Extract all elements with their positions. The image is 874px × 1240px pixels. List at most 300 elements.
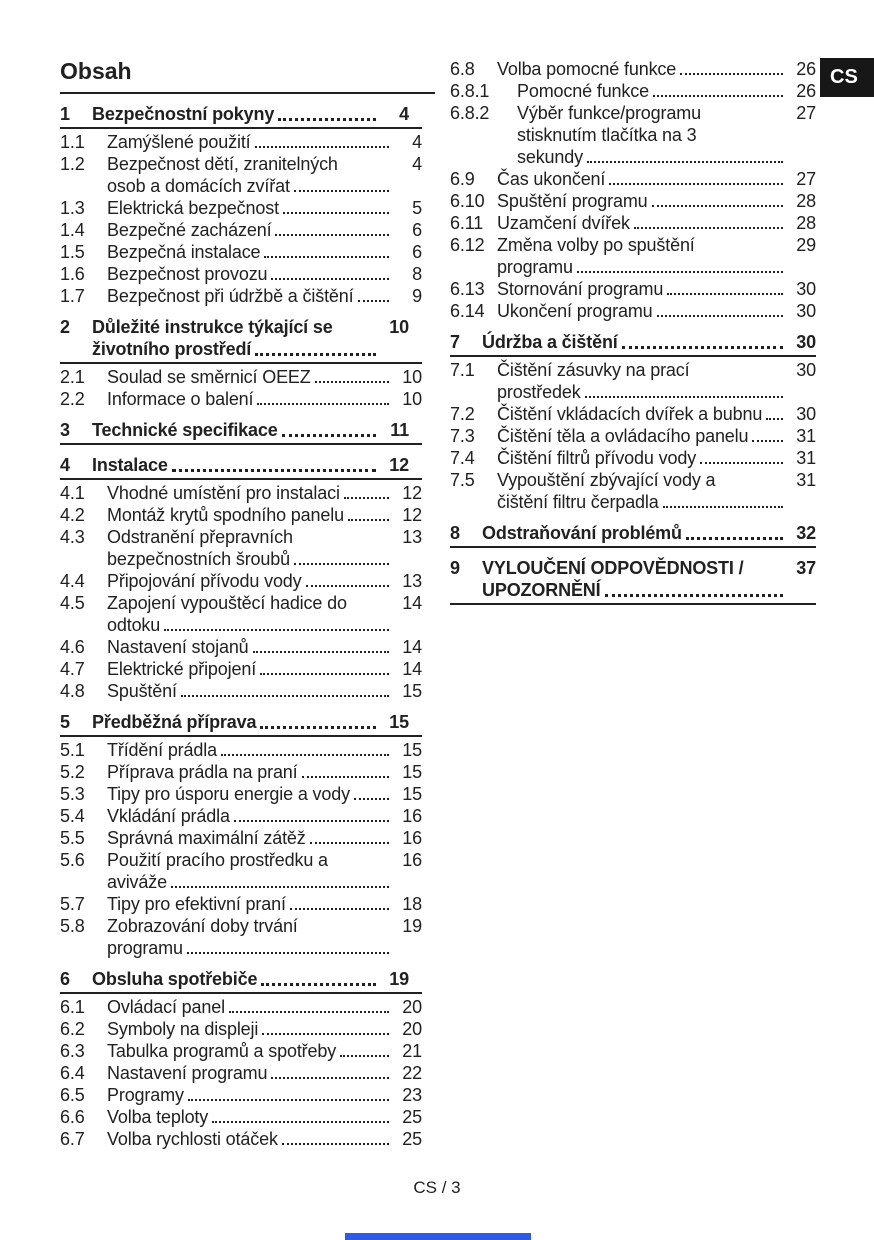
toc-entry-line: [60, 175, 422, 197]
toc-entry-line: [60, 783, 422, 805]
toc-entry-title: Ukončení programu: [497, 301, 653, 321]
toc-entry-line: [60, 968, 409, 990]
toc-entry-number: 4.3: [60, 527, 85, 547]
toc-entry-line: [60, 338, 409, 360]
toc-entry-line: [60, 388, 422, 410]
toc-entry: [60, 915, 422, 959]
toc-entry: [450, 168, 816, 190]
toc-entry-line: [60, 153, 422, 175]
spacer: [298, 915, 392, 937]
page-number-spacer: [392, 548, 422, 570]
toc-section-header: [450, 331, 816, 357]
toc-entry-line: [450, 425, 816, 447]
toc-entry-number: 4.1: [60, 483, 85, 503]
toc-entry-indent: [450, 256, 497, 278]
dot-leader: [354, 798, 389, 800]
toc-entry-number: 6.8.1: [450, 81, 490, 101]
toc-entry: [60, 482, 422, 504]
dot-leader: [282, 1143, 389, 1145]
toc-entry: [450, 469, 816, 513]
toc-page-number: 4: [412, 154, 422, 174]
toc-entry-line: [60, 893, 422, 915]
dot-leader: [187, 952, 389, 954]
toc-entry-number: 1.5: [60, 242, 85, 262]
dot-leader: [605, 594, 783, 597]
toc-page-number: 18: [402, 894, 422, 914]
dot-leader: [271, 278, 389, 280]
toc-entry-number: 1.3: [60, 198, 85, 218]
toc-entry: [450, 278, 816, 300]
toc-entry-line: [60, 482, 422, 504]
dot-leader: [302, 776, 389, 778]
toc-entry-line: [450, 146, 816, 168]
toc-entry: [450, 58, 816, 80]
toc-page-number: 30: [796, 279, 816, 299]
toc-entry-title: programu: [497, 257, 573, 277]
toc-entry-line: [450, 190, 816, 212]
toc-entry-number: 6.14: [450, 301, 485, 321]
dot-leader: [585, 396, 783, 398]
toc-entry-number: 4.2: [60, 505, 85, 525]
toc-entry-title: osob a domácích zvířat: [107, 176, 290, 196]
toc-entry-number: 6.12: [450, 235, 485, 255]
language-badge: CS: [820, 58, 874, 97]
toc-entry-number: 8: [450, 523, 460, 543]
toc-section-header: [60, 968, 422, 994]
toc-entry-title: Elektrické připojení: [107, 659, 257, 679]
toc-entry: [60, 131, 422, 153]
toc-page-number: 15: [402, 681, 422, 701]
toc-entry-title: Příprava prádla na praní: [107, 762, 298, 782]
dot-leader: [283, 212, 389, 214]
toc-entry-number: 7.3: [450, 426, 475, 446]
toc-entry: [60, 388, 422, 410]
toc-entry-indent: [450, 491, 497, 513]
toc-entry-number: 5: [60, 712, 70, 732]
page-number-spacer: [786, 579, 816, 601]
dot-leader: [181, 695, 389, 697]
dot-leader: [275, 234, 389, 236]
toc-entry: [60, 1106, 422, 1128]
toc-entry-title: Ovládací panel: [107, 997, 225, 1017]
toc-entry-title: Bezpečnost provozu: [107, 264, 268, 284]
toc-entry-line: [60, 711, 409, 733]
spacer: [695, 234, 786, 256]
toc-entry: [60, 658, 422, 680]
toc-page-number: 10: [389, 317, 409, 337]
toc-page-number: 31: [796, 448, 816, 468]
toc-entry-line: [450, 331, 816, 353]
toc-page-number: 12: [389, 455, 409, 475]
toc-entry-number: 1.7: [60, 286, 85, 306]
dot-leader: [577, 271, 783, 273]
toc-entry-title: Tabulka programů a spotřeby: [107, 1041, 337, 1061]
dot-leader: [255, 146, 389, 148]
toc-entry-number: 6.2: [60, 1019, 85, 1039]
dot-leader: [310, 842, 389, 844]
toc-entries-left: [60, 103, 422, 1150]
toc-entry-title: Stornování programu: [497, 279, 664, 299]
dot-leader: [634, 227, 783, 229]
toc-entry-title: Elektrická bezpečnost: [107, 198, 279, 218]
toc-page-number: 31: [796, 426, 816, 446]
toc-entry: [60, 570, 422, 592]
toc-entry-number: 6.13: [450, 279, 485, 299]
toc-entry-number: 7.5: [450, 470, 475, 490]
dot-leader: [290, 908, 389, 910]
toc-page-number: 31: [796, 470, 816, 490]
toc-page-number: 19: [402, 916, 422, 936]
toc-page-number: 13: [402, 571, 422, 591]
toc-entry-title: Spuštění: [107, 681, 177, 701]
dot-leader: [294, 190, 389, 192]
dot-leader: [653, 95, 783, 97]
toc-entry-line: [60, 739, 422, 761]
dot-leader: [253, 651, 389, 653]
toc-entry-number: 2.2: [60, 389, 85, 409]
toc-page-number: 15: [402, 784, 422, 804]
toc-section-header: [60, 711, 422, 737]
toc-page-number: 6: [412, 242, 422, 262]
dot-leader: [260, 726, 376, 729]
toc-entry-line: [450, 124, 816, 146]
toc-entry: [60, 241, 422, 263]
toc-entry: [60, 849, 422, 893]
toc-page-number: 29: [796, 235, 816, 255]
toc-entry-number: 7.1: [450, 360, 475, 380]
toc-entry-number: 7.4: [450, 448, 475, 468]
toc-entry-title: bezpečnostních šroubů: [107, 549, 290, 569]
toc-entry-line: [60, 592, 422, 614]
toc-entry-title: Odstraňování problémů: [482, 523, 682, 543]
toc-entry-number: 9: [450, 558, 460, 578]
toc-entry-title: Změna volby po spuštění: [497, 235, 695, 255]
toc-entry-line: [60, 1040, 422, 1062]
dot-leader: [340, 1055, 389, 1057]
toc-entry-title: Informace o balení: [107, 389, 254, 409]
toc-entry-title: Tipy pro efektivní praní: [107, 894, 286, 914]
toc-entry-title: aviváže: [107, 872, 167, 892]
toc-entry-line: [60, 197, 422, 219]
toc-entry-line: [60, 454, 409, 476]
toc-entry-number: 5.8: [60, 916, 85, 936]
toc-page-number: 4: [399, 104, 409, 124]
toc-entry-title: Tipy pro úsporu energie a vody: [107, 784, 350, 804]
toc-entry-line: [450, 491, 816, 513]
toc-entry: [450, 300, 816, 322]
toc-page-number: 21: [402, 1041, 422, 1061]
toc-entry-title: Výběr funkce/programu: [517, 103, 701, 123]
toc-entry-number: 6.5: [60, 1085, 85, 1105]
bottom-accent-bar: [345, 1233, 531, 1240]
dot-leader: [229, 1011, 389, 1013]
toc-entry: [60, 153, 422, 197]
toc-entry: [60, 263, 422, 285]
toc-page-number: 16: [402, 806, 422, 826]
dot-leader: [622, 346, 783, 349]
toc-page-number: 30: [796, 332, 816, 352]
toc-page-number: 26: [796, 81, 816, 101]
toc-page-number: 14: [402, 637, 422, 657]
toc-entry-line: [60, 1084, 422, 1106]
toc-entry-line: [450, 234, 816, 256]
toc-entry-line: [450, 278, 816, 300]
toc-entry-line: [60, 131, 422, 153]
toc-entry-number: 5.4: [60, 806, 85, 826]
toc-page-number: 30: [796, 360, 816, 380]
toc-entry-line: [450, 447, 816, 469]
toc-entry-title: Volba teploty: [107, 1107, 209, 1127]
dot-leader: [348, 519, 389, 521]
toc-entry-line: [60, 285, 422, 307]
dot-leader: [315, 381, 389, 383]
toc-page-number: 12: [402, 505, 422, 525]
toc-entry-line: [450, 359, 816, 381]
toc-page-number: 12: [402, 483, 422, 503]
spacer: [347, 592, 392, 614]
toc-entry-indent: [450, 146, 517, 168]
toc-entry-title: Zamýšlené použití: [107, 132, 251, 152]
spacer: [338, 153, 392, 175]
toc-page-number: 10: [402, 367, 422, 387]
toc-page-number: 23: [402, 1085, 422, 1105]
toc-entry-title: Nastavení programu: [107, 1063, 268, 1083]
toc-page-number: 5: [412, 198, 422, 218]
spacer: [689, 359, 786, 381]
page-number-spacer: [379, 338, 409, 360]
toc-entry-line: [60, 805, 422, 827]
toc-entry-number: 6.3: [60, 1041, 85, 1061]
toc-entry-line: [450, 58, 816, 80]
toc-entry: [450, 359, 816, 403]
toc-entry-line: [60, 915, 422, 937]
toc-entry-number: 1.6: [60, 264, 85, 284]
dot-leader: [752, 440, 783, 442]
toc-entry-line: [450, 579, 816, 601]
toc-page-number: 9: [412, 286, 422, 306]
toc-entry-indent: [450, 381, 497, 403]
toc-entry: [450, 212, 816, 234]
toc-entry-line: [60, 219, 422, 241]
toc-entry: [60, 526, 422, 570]
toc-entry: [60, 1128, 422, 1150]
toc-page-number: 15: [402, 762, 422, 782]
toc-page-number: 25: [402, 1107, 422, 1127]
toc-entry-line: [60, 1106, 422, 1128]
page-number-spacer: [392, 614, 422, 636]
toc-section-header: [60, 419, 422, 445]
toc-entry-number: 6.11: [450, 213, 484, 233]
toc-entry-line: [60, 849, 422, 871]
toc-entry: [60, 805, 422, 827]
toc-entry: [60, 680, 422, 702]
toc-page-number: 20: [402, 1019, 422, 1039]
page-title: Obsah: [60, 58, 435, 94]
toc-entry-title: Soulad se směrnicí OEEZ: [107, 367, 311, 387]
dot-leader: [271, 1077, 389, 1079]
toc-entry-number: 6.10: [450, 191, 485, 211]
toc-page-number: 4: [412, 132, 422, 152]
toc-entry-line: [450, 557, 816, 579]
toc-entry: [450, 403, 816, 425]
spacer: [293, 526, 392, 548]
toc-entry-title: Předběžná příprava: [92, 712, 257, 732]
toc-entry: [60, 1062, 422, 1084]
toc-entry-number: 5.2: [60, 762, 85, 782]
toc-entry-line: [450, 469, 816, 491]
toc-entry-title: životního prostředí: [92, 339, 252, 359]
toc-entry-title: Montáž krytů spodního panelu: [107, 505, 344, 525]
dot-leader: [264, 256, 389, 258]
toc-entry-title: Vkládání prádla: [107, 806, 230, 826]
toc-entries-right: [450, 58, 816, 605]
spacer: [743, 557, 786, 579]
toc-entry: [60, 504, 422, 526]
toc-entry-line: [60, 636, 422, 658]
toc-entry-line: [60, 827, 422, 849]
toc-entry-line: [60, 316, 409, 338]
toc-entry-line: [60, 614, 422, 636]
toc-entry-title: Odstranění přepravních: [107, 527, 293, 547]
toc-entry-number: 5.5: [60, 828, 85, 848]
toc-entry-number: 6.6: [60, 1107, 85, 1127]
toc-page-number: 14: [402, 593, 422, 613]
toc-entry-title: stisknutím tlačítka na 3: [517, 125, 697, 145]
toc-entry: [450, 234, 816, 278]
toc-entry-title: Bezpečnostní pokyny: [92, 104, 275, 124]
toc-entry-number: 4: [60, 455, 70, 475]
toc-column-left: [60, 58, 422, 1150]
toc-page-number: 14: [402, 659, 422, 679]
toc-entry-title: Technické specifikace: [92, 420, 278, 440]
toc-entry-title: Obsluha spotřebiče: [92, 969, 258, 989]
toc-entry-title: Vypouštění zbývající vody a: [497, 470, 716, 490]
toc-entry-title: Použití pracího prostředku a: [107, 850, 328, 870]
toc-entry: [60, 1084, 422, 1106]
toc-page-number: 16: [402, 850, 422, 870]
toc-entry-line: [450, 256, 816, 278]
spacer: [328, 849, 392, 871]
toc-entry-title: sekundy: [517, 147, 583, 167]
toc-entry-line: [60, 871, 422, 893]
toc-entry-indent: [60, 937, 107, 959]
toc-entry: [60, 893, 422, 915]
toc-entry-title: čištění filtru čerpadla: [497, 492, 659, 512]
dot-leader: [680, 73, 783, 75]
spacer: [701, 102, 786, 124]
toc-page-number: 26: [796, 59, 816, 79]
dot-leader: [234, 820, 389, 822]
toc-entry-line: [60, 504, 422, 526]
dot-leader: [172, 469, 376, 472]
toc-entry-line: [450, 381, 816, 403]
toc-page-number: 15: [389, 712, 409, 732]
toc-entry: [60, 285, 422, 307]
toc-entry-indent: [60, 614, 107, 636]
dot-leader: [171, 886, 389, 888]
spacer: [333, 316, 379, 338]
toc-entry: [60, 996, 422, 1018]
spacer: [696, 124, 786, 146]
toc-column-right: [450, 58, 816, 607]
toc-section-header: [60, 454, 422, 480]
toc-entry-number: 6: [60, 969, 70, 989]
dot-leader: [282, 434, 376, 437]
toc-entry-number: 4.4: [60, 571, 85, 591]
toc-entry-title: Volba pomocné funkce: [497, 59, 677, 79]
dot-leader: [686, 537, 783, 540]
page-number-spacer: [392, 937, 422, 959]
dot-leader: [262, 1033, 389, 1035]
toc-entry-title: Bezpečnost dětí, zranitelných: [107, 154, 338, 174]
toc-entry: [450, 425, 816, 447]
toc-entry-number: 1.4: [60, 220, 85, 240]
toc-entry-number: 6.7: [60, 1129, 85, 1149]
toc-entry-line: [60, 526, 422, 548]
toc-page-number: 20: [402, 997, 422, 1017]
toc-section-header: [60, 103, 422, 129]
toc-entry-title: Čištění filtrů přívodu vody: [497, 448, 697, 468]
toc-section-header: [60, 316, 422, 364]
toc-entry-number: 6.9: [450, 169, 475, 189]
toc-page-number: 28: [796, 191, 816, 211]
toc-entry-line: [60, 263, 422, 285]
toc-entry-line: [60, 103, 409, 125]
toc-entry-number: 5.1: [60, 740, 85, 760]
toc-entry-title: Zapojení vypouštěcí hadice do: [107, 593, 347, 613]
toc-entry-line: [60, 937, 422, 959]
toc-entry-title: Bezpečná instalace: [107, 242, 261, 262]
dot-leader: [294, 563, 389, 565]
dot-leader: [212, 1121, 389, 1123]
toc-entry-title: UPOZORNĚNÍ: [482, 580, 601, 600]
toc-entry: [60, 783, 422, 805]
toc-entry-number: 2: [60, 317, 70, 337]
toc-entry-title: Instalace: [92, 455, 168, 475]
dot-leader: [700, 462, 783, 464]
toc-entry-line: [450, 80, 816, 102]
toc-entry-title: odtoku: [107, 615, 161, 635]
toc-entry-line: [60, 419, 409, 441]
toc-entry-number: 4.5: [60, 593, 85, 613]
toc-entry-indent: [60, 338, 92, 360]
toc-page-number: 25: [402, 1129, 422, 1149]
toc-page-number: 8: [412, 264, 422, 284]
dot-leader: [260, 673, 389, 675]
toc-entry-number: 6.8.2: [450, 103, 490, 123]
toc-entry: [450, 80, 816, 102]
toc-entry-title: Údržba a čištění: [482, 332, 618, 352]
toc-page-number: 32: [796, 523, 816, 543]
toc-entry-line: [60, 761, 422, 783]
toc-entry-number: 2.1: [60, 367, 85, 387]
toc-entry-line: [60, 996, 422, 1018]
toc-entry-number: 7.2: [450, 404, 475, 424]
toc-entry-title: Programy: [107, 1085, 184, 1105]
dot-leader: [261, 983, 376, 986]
toc-entry-number: 4.6: [60, 637, 85, 657]
toc-entry-title: Důležité instrukce týkající se: [92, 317, 333, 337]
toc-entry: [450, 102, 816, 168]
toc-entry-title: Nastavení stojanů: [107, 637, 249, 657]
toc-entry-line: [450, 168, 816, 190]
toc-entry-title: VYLOUČENÍ ODPOVĚDNOSTI /: [482, 558, 744, 578]
dot-leader: [306, 585, 389, 587]
toc-entry-indent: [60, 871, 107, 893]
toc-entry-title: Správná maximální zátěž: [107, 828, 306, 848]
toc-entry: [60, 1040, 422, 1062]
toc-entry-line: [450, 522, 816, 544]
